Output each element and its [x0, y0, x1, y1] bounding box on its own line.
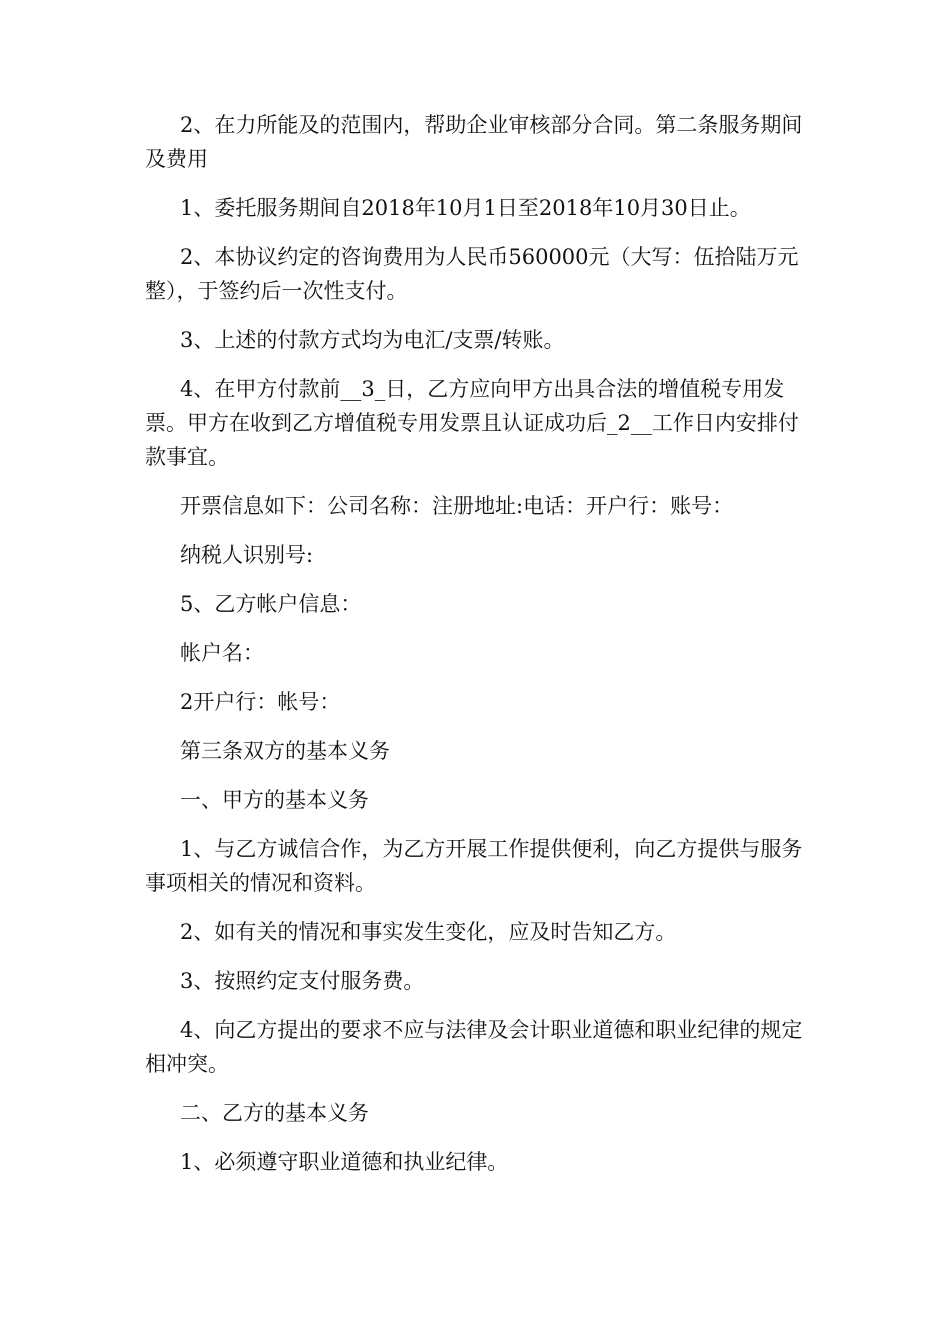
paragraph-review-contracts: 2、在力所能及的范围内，帮助企业审核部分合同。第二条服务期间及费用: [145, 113, 803, 171]
document-body: [145, 108, 810, 1194]
paragraph-account-name: 帐户名：: [180, 641, 264, 665]
paragraph-party-a-cooperation: 1、与乙方诚信合作，为乙方开展工作提供便利，向乙方提供与服务事项相关的情况和资料。: [145, 837, 803, 895]
paragraph-party-a-pay: 3、按照约定支付服务费。: [180, 969, 425, 993]
paragraph-invoice-info: 开票信息如下：公司名称：注册地址:电话：开户行：账号：: [180, 494, 734, 518]
subheading-party-b-obligations: 二、乙方的基本义务: [180, 1101, 369, 1125]
paragraph-account-info: 5、乙方帐户信息：: [180, 592, 362, 616]
section-heading-obligations: 第三条双方的基本义务: [180, 739, 390, 763]
paragraph-taxpayer-id: 纳税人识别号:: [180, 543, 314, 567]
paragraph-party-a-notify: 2、如有关的情况和事实发生变化，应及时告知乙方。: [180, 920, 677, 944]
paragraph-party-b-ethics: 1、必须遵守职业道德和执业纪律。: [180, 1150, 509, 1174]
subheading-party-a-obligations: 一、甲方的基本义务: [180, 788, 369, 812]
paragraph-invoice-terms: 4、在甲方付款前__3_日，乙方应向甲方出具合法的增值税专用发票。甲方在收到乙方增值税专用发票且认证成功后_2__工作日内安排付款事宜。: [145, 377, 799, 469]
paragraph-payment-method: 3、上述的付款方式均为电汇/支票/转账。: [180, 328, 565, 352]
paragraph-party-a-requirements: 4、向乙方提出的要求不应与法律及会计职业道德和职业纪律的规定相冲突。: [145, 1018, 803, 1076]
paragraph-service-period: 1、委托服务期间自2018年10月1日至2018年10月30日止。: [180, 196, 751, 220]
paragraph-bank-account: 2开户行：帐号：: [180, 690, 341, 714]
paragraph-consulting-fee: 2、本协议约定的咨询费用为人民币560000元（大写：伍拾陆万元整），于签约后一次性支付。: [145, 245, 799, 303]
